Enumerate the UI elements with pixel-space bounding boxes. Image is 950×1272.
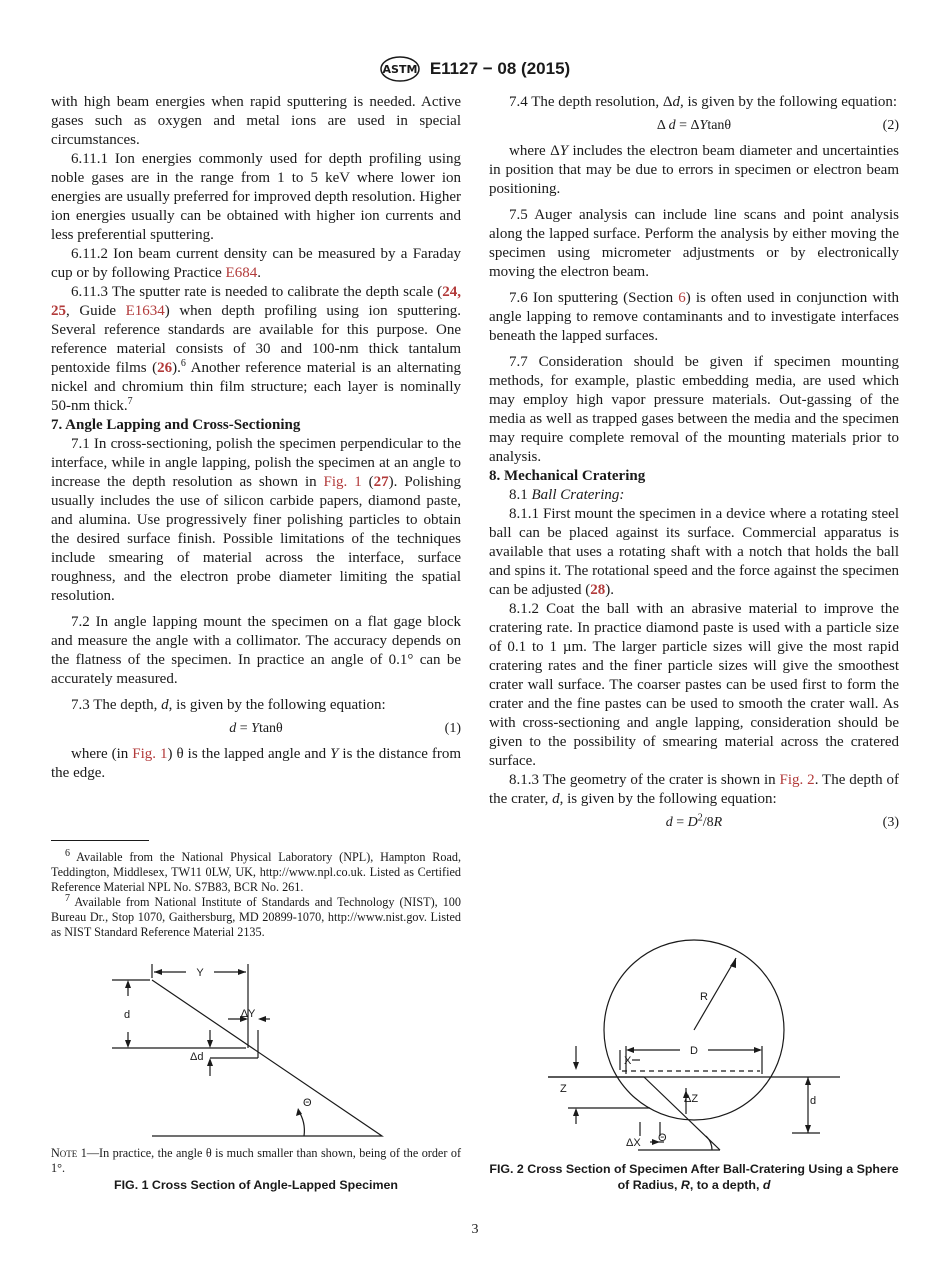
ref-27[interactable]: 27 [373, 474, 389, 490]
text: ). [605, 582, 614, 598]
figure-1 [110, 960, 400, 1140]
para-8-1 [489, 486, 899, 505]
ref-24-25[interactable]: 24, 25 [51, 284, 461, 319]
para-7-7: 7.7 Consideration should be given if specimen mounting methods, for example, plastic embedding media, are used which may employ high vapor pressure materials. Out-gassing of the media as well as trapped gases between the media and the specimen may require complete removal of the mounting materials prior to analysis. [489, 354, 899, 465]
var-d: d [552, 791, 560, 807]
equation-3-expr [489, 813, 899, 832]
var-D: D [687, 815, 698, 830]
text: 6.11.2 Ion beam current density can be measured by a Faraday cup or by following Practice [51, 246, 461, 281]
section-7-heading: 7. Angle Lapping and Cross-Sectioning [51, 417, 301, 433]
equation-1-expr [51, 719, 461, 738]
footnote-7 [51, 892, 461, 940]
var-d: d [229, 721, 237, 736]
para-7-5: 7.5 Auger analysis can include line scans and point analysis along the lapped surface. Perform the analysis by either moving the specimen using micrometer adjustments or by electronically moving the electron beam. [489, 207, 899, 280]
para-8-1-1 [489, 505, 899, 600]
fig2-label-x: X [624, 1055, 632, 1067]
var-Y: Y [330, 746, 339, 762]
astm-logo-icon [380, 56, 420, 82]
text: , to a depth, [689, 1178, 763, 1192]
text: ). Polishing usually includes the use of silicon carbide papers, diamond paste, and alumina. Use progressively finer polishing particles to obtain the desired surface finish. Possible limitations of the techniques include smearing of material across the interface, surface roughness, and the electron probe diameter limiting the spatial resolution. [51, 474, 462, 604]
var-Y: Y [699, 118, 708, 133]
var-R: R [680, 1178, 690, 1192]
arrowhead [573, 1062, 579, 1070]
fig2-label-z: Z [560, 1083, 567, 1095]
var-Y: Y [251, 721, 259, 736]
var-d: d [762, 1178, 771, 1192]
section-8-heading: 8. Mechanical Cratering [489, 468, 646, 484]
footnote-7-number: 7 [65, 892, 70, 904]
ref-26[interactable]: 26 [157, 360, 173, 376]
link-fig-2[interactable]: Fig. 2 [779, 772, 815, 788]
figure-1-note [51, 1146, 461, 1176]
page-number: 3 [471, 1222, 479, 1237]
para-6-11-3 [51, 283, 461, 416]
text: = Δ [675, 118, 700, 133]
text: 8.1.3 The geometry of the crater is shown in [509, 772, 780, 788]
equation-2-number: (2) [882, 118, 899, 133]
note-text: —In practice, the angle θ is much smaller than shown, being of the order of 1°. [51, 1146, 461, 1175]
footnotes [51, 847, 461, 940]
right-column [489, 93, 899, 839]
text: ). [172, 360, 181, 376]
footnote-6-text: Available from the National Physical Laboratory (NPL), Hampton Road, Teddington, Middlesex, TW11 0LW, UK, http://www.npl.co.uk. Listed as Certified Reference Material NPL No. S7B83, BCR No. 261. [51, 850, 461, 894]
arrowhead [125, 980, 131, 988]
page-header [0, 56, 950, 82]
var-d: d [665, 815, 673, 830]
var-d: d [161, 697, 169, 713]
ref-28[interactable]: 28 [590, 582, 606, 598]
arrowhead [207, 1040, 213, 1048]
text: 7.3 The depth, [71, 697, 162, 713]
var-d: d [672, 94, 681, 110]
para-7-3-cont [51, 745, 461, 783]
text: 8.1.1 First mount the specimen in a device where a rotating steel ball can be placed against its surface. Commercial apparatus is available that uses a rotating shaft with a notch that holds the ball and spins it. The rotational speed and the force against the specimen can be adjusted ( [489, 506, 899, 598]
var-R: R [713, 815, 723, 830]
fig1-label-y: Y [196, 967, 204, 979]
text: Another reference material is an alternating nickel and chromium thin film structure; each layer is nominally 50-nm thick. [51, 360, 461, 414]
figure-1-caption: FIG. 1 Cross Section of Angle-Lapped Specimen [114, 1178, 398, 1192]
arrowhead [154, 969, 162, 975]
text: , Guide [66, 303, 126, 319]
text: = [236, 721, 252, 736]
fig1-label-dd: Δd [190, 1051, 204, 1063]
astm-logo-text: ASTM [382, 63, 418, 76]
equation-3-number: (3) [882, 815, 899, 830]
text: where Δ [509, 143, 560, 159]
fig2-label-dx: ΔX [626, 1137, 641, 1149]
fig2-label-dz: ΔZ [684, 1093, 699, 1105]
para-7-2: 7.2 In angle lapping mount the specimen on a flat gage block and measure the angle with a collimator. The accuracy depends on the flatness of the specimen. In practice an angle of 0.1° can be accurately measured. [51, 614, 461, 687]
arrowhead [125, 1040, 131, 1048]
text: includes the electron beam diameter and uncertainties in position that may be due to errors in specimen or electron beam positioning. [489, 143, 899, 197]
link-section-6[interactable]: 6 [678, 290, 686, 306]
figure-1-diagram [110, 960, 400, 1140]
figure-2 [540, 938, 850, 1158]
footnote-rule [51, 840, 149, 841]
text: = [672, 815, 688, 830]
arrowhead [626, 1047, 634, 1053]
equation-2-expr [489, 116, 899, 135]
text: , is given by the following equation: [559, 791, 777, 807]
left-column [51, 93, 461, 783]
exponent: 2 [697, 812, 703, 824]
text: 7.6 Ion sputtering (Section [509, 290, 679, 306]
equation-2 [489, 116, 899, 135]
arrowhead [207, 1058, 213, 1066]
var-Y: Y [559, 143, 569, 159]
para-7-4 [489, 93, 899, 112]
para-7-4-cont [489, 142, 899, 199]
footnote-ref-7[interactable]: 7 [127, 396, 133, 407]
fig1-label-dy: ΔY [240, 1008, 256, 1020]
arrowhead [805, 1125, 811, 1133]
subheading: Ball Cratering: [531, 487, 625, 503]
para-6-11-1: 6.11.1 Ion energies commonly used for depth profiling using noble gases are in the range from 1 to 5 keV where lower ion energies are usually preferred for improved depth resolution. Higher ion energies usually can be obtained with higher ion currents and less preferential sputtering. [51, 151, 461, 243]
text: ) is often used in conjunction with angle lapping to remove contaminants and to investigate interfaces beneath the lapped surfaces. [489, 290, 899, 344]
link-e1634[interactable]: E1634 [125, 303, 165, 319]
footnote-ref-6[interactable]: 6 [180, 358, 186, 369]
arrowhead [573, 1108, 579, 1116]
fig1-label-d: d [124, 1009, 131, 1021]
footnote-7-text: Available from National Institute of Standards and Technology (NIST), 100 Bureau Dr., Stop 1070, Gaithersburg, MD 20899-1070, http://www.nist.gov. Listed as NIST Standard Reference Material 2135. [51, 895, 461, 939]
text: . The depth of the crater, [489, 772, 899, 807]
text: , is given by the following equation: [168, 697, 386, 713]
text: tanθ [707, 118, 732, 133]
text: Δ [656, 118, 669, 133]
para-8-1-2: 8.1.2 Coat the ball with an abrasive material to improve the cratering rate. In practice diamond paste is used with a particle size of 0.1 to 1 µm. The larger particle sizes will give the most rapid cratering rates and the finer particle sizes will give the smoothest crater wall surface. The coarser pastes can be used first to form the crater and the fine pastes can be used to smooth the crater wall. As with cross-sectioning and angle lapping, consideration should be given to the possibility of smearing material across the cratered surface. [489, 601, 899, 769]
text: 8.1 [509, 487, 532, 503]
var-d: d [668, 118, 676, 133]
fig2-label-d-upper: D [690, 1045, 698, 1057]
para-7-6 [489, 289, 899, 346]
text: /8 [702, 815, 714, 830]
text: FIG. 2 Cross Section of Specimen After Ball-Cratering Using a Sphere of Radius, [489, 1162, 899, 1192]
arrowhead [754, 1047, 762, 1053]
arrowhead [805, 1077, 811, 1085]
text: 7.4 The depth resolution, Δ [509, 94, 673, 110]
figure-2-caption [489, 1161, 899, 1193]
fig2-label-theta: Θ [658, 1132, 667, 1144]
figure-2-diagram [540, 938, 850, 1158]
text: is the distance from the edge. [51, 746, 461, 781]
equation-1-number: (1) [444, 721, 461, 736]
arrowhead [238, 969, 246, 975]
specimen-outline [152, 980, 382, 1136]
para-7-3 [51, 696, 461, 715]
para-7-1 [51, 435, 461, 606]
footnote-6 [51, 847, 461, 895]
para-6-11-2 [51, 245, 461, 283]
equation-3 [489, 813, 899, 832]
note-label: Note 1 [51, 1146, 87, 1160]
fig2-label-r: R [700, 991, 708, 1003]
text: 7.1 In cross-sectioning, polish the specimen perpendicular to the interface, while in angle lapping, polish the specimen at an angle to increase the depth resolution as shown in [51, 436, 461, 490]
link-fig-1[interactable]: Fig. 1 [132, 746, 168, 762]
text: 6.11.3 The sputter rate is needed to calibrate the depth scale ( [71, 284, 443, 300]
text: , is given by the following equation: [680, 94, 898, 110]
para-continued: with high beam energies when rapid sputtering is needed. Active gases such as oxygen and metal ions are used in special circumstances. [51, 94, 461, 148]
text: ) when depth profiling using ion sputtering. Several reference standards are available for this purpose. One reference material consists of 30 and 100-nm thick tantalum pentoxide films ( [51, 303, 461, 376]
text: tanθ [258, 721, 283, 736]
arrowhead [258, 1016, 266, 1022]
text: ) θ is the lapped angle and [167, 746, 331, 762]
footnote-6-number: 6 [65, 847, 70, 859]
text: where (in [71, 746, 133, 762]
para-8-1-3 [489, 771, 899, 809]
text: ( [361, 474, 374, 490]
equation-1 [51, 719, 461, 738]
fig1-label-theta: Θ [303, 1097, 312, 1109]
standard-designation: E1127 − 08 (2015) [429, 59, 571, 78]
fig2-label-d: d [810, 1095, 817, 1107]
link-e684[interactable]: E684 [225, 265, 258, 281]
text: . [257, 265, 261, 281]
link-fig-1[interactable]: Fig. 1 [323, 474, 362, 490]
